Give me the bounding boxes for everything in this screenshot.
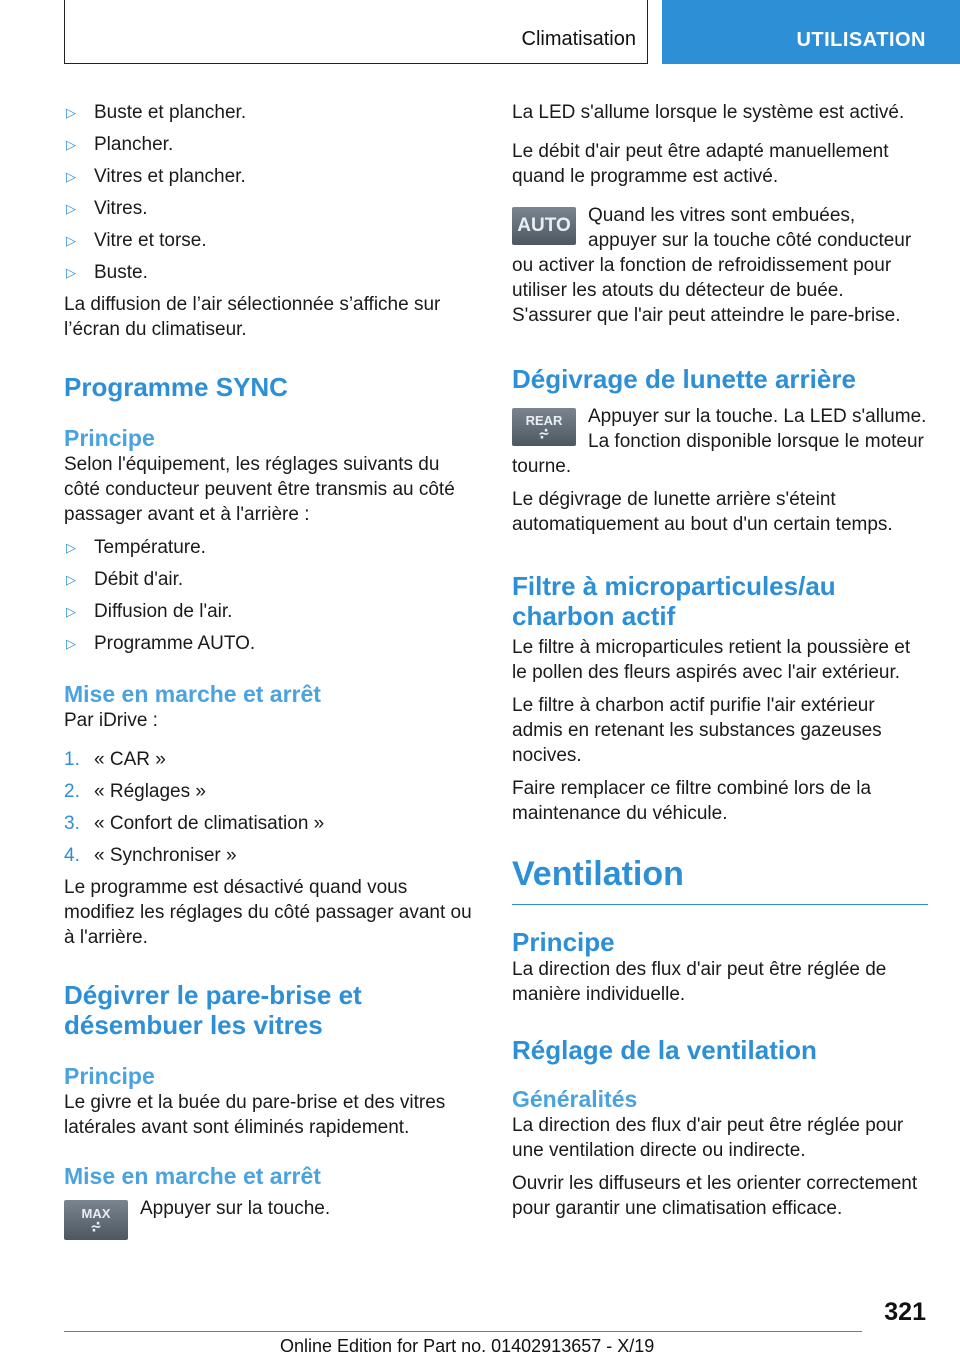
- header-chapter-label: UTILISATION: [796, 29, 926, 51]
- sync-settings-list: [64, 535, 476, 656]
- vent-principe-text: La direction des flux d'air peut être réglée de manière individuelle.: [512, 959, 887, 1005]
- rear-defrost-block: [512, 404, 928, 479]
- step-item: [64, 747, 476, 772]
- defrost-heading: Dégivrer le pare-brise et désembuer les vitres: [64, 980, 362, 1040]
- step-item: [64, 811, 476, 836]
- step-text: « Réglages »: [94, 781, 206, 802]
- sync-onoff-heading: Mise en marche et arrêt: [64, 681, 321, 707]
- bullet-triangle-icon: ▷: [66, 137, 76, 152]
- filter-text-3: Faire remplacer ce filtre combiné lors de la maintenance du véhicule.: [512, 778, 872, 824]
- list-item: [64, 228, 476, 253]
- list-item: [64, 599, 476, 624]
- bullet-triangle-icon: ▷: [66, 265, 76, 280]
- bullet-triangle-icon: ▷: [66, 636, 76, 651]
- list-item: [64, 567, 476, 592]
- filter-text-2: Le filtre à charbon actif purifie l'air extérieur admis en retenant les substances gazeuses nocives.: [512, 695, 882, 766]
- rear-defrost-note: Le dégivrage de lunette arrière s'éteint automatiquement au bout d'un certain temps.: [512, 489, 893, 535]
- list-item-text: Vitres.: [94, 198, 148, 219]
- bullet-triangle-icon: ▷: [66, 169, 76, 184]
- sync-note: Le programme est désactivé quand vous modifiez les réglages du côté passager avant ou à l'arrière.: [64, 877, 472, 948]
- list-item-text: Débit d'air.: [94, 569, 184, 590]
- bullet-triangle-icon: ▷: [66, 572, 76, 587]
- filter-text-1: Le filtre à microparticules retient la poussière et le pollen des fleurs aspirés avec l'air extérieur.: [512, 637, 911, 683]
- bullet-triangle-icon: ▷: [66, 201, 76, 216]
- header-section-title: Climatisation: [521, 28, 636, 50]
- led-text: La LED s'allume lorsque le système est activé.: [512, 102, 905, 123]
- defrost-onoff-block: [64, 1196, 476, 1244]
- step-text: « Confort de climatisation »: [94, 813, 325, 834]
- list-item: [64, 132, 476, 157]
- air-distribution-list: [64, 100, 476, 285]
- auto-button-icon: [512, 207, 576, 245]
- max-defrost-icon-label: MAX: [81, 1206, 111, 1221]
- sync-heading: Programme SYNC: [64, 372, 288, 402]
- list-item-text: Plancher.: [94, 134, 174, 155]
- bullet-triangle-icon: ▷: [66, 540, 76, 555]
- bullet-triangle-icon: ▷: [66, 604, 76, 619]
- auto-text: Quand les vitres sont embuées, appuyer sur la touche côté conducteur ou activer la fonction de refroidissement pour utiliser les atouts du détecteur de buée. S'assurer que l'air peut atteindre le pare-brise.: [512, 205, 912, 326]
- rear-defrost-icon-label: REAR: [525, 413, 563, 428]
- rear-window-heat-icon: ⩫: [538, 425, 550, 441]
- step-number: 1.: [64, 749, 80, 770]
- ventilation-heading: Ventilation: [512, 854, 928, 905]
- list-item-text: Vitre et torse.: [94, 230, 207, 251]
- vent-general-heading: Généralités: [512, 1086, 638, 1112]
- list-item: [64, 196, 476, 221]
- edition-note: Online Edition for Part no. 01402913657 - X/19: [280, 1336, 655, 1356]
- left-column: [64, 100, 476, 1244]
- windshield-heat-icon: ⩫: [90, 1218, 102, 1234]
- list-item: [64, 631, 476, 656]
- sync-principe-text: Selon l'équipement, les réglages suivants du côté conducteur peuvent être transmis au côté passager avant et à l'arrière :: [64, 454, 455, 525]
- bullet-triangle-icon: ▷: [66, 105, 76, 120]
- step-text: « CAR »: [94, 749, 166, 770]
- list-item: [64, 260, 476, 285]
- vent-general-text-2: Ouvrir les diffuseurs et les orienter correctement pour garantir une climatisation efficace.: [512, 1173, 918, 1219]
- defrost-onoff-heading: Mise en marche et arrêt: [64, 1163, 321, 1189]
- right-column: [512, 100, 928, 1229]
- sync-onoff-intro: Par iDrive :: [64, 710, 158, 731]
- rear-defrost-heading: Dégivrage de lunette arrière: [512, 364, 856, 394]
- header-chapter-tab: [662, 0, 960, 64]
- defrost-principe-heading: Principe: [64, 1063, 155, 1089]
- vent-general-text-1: La direction des flux d'air peut être réglée pour une ventilation directe ou indirecte.: [512, 1115, 904, 1161]
- diffusion-text: La diffusion de l’air sélectionnée s’affiche sur l’écran du climatiseur.: [64, 294, 441, 340]
- list-item: [64, 100, 476, 125]
- step-number: 3.: [64, 813, 80, 834]
- list-item-text: Température.: [94, 537, 206, 558]
- list-item-text: Diffusion de l'air.: [94, 601, 233, 622]
- step-item: [64, 779, 476, 804]
- max-defrost-button-icon: [64, 1200, 128, 1240]
- list-item-text: Vitres et plancher.: [94, 166, 246, 187]
- list-item-text: Programme AUTO.: [94, 633, 256, 654]
- step-text: « Synchroniser »: [94, 845, 237, 866]
- defrost-onoff-text: Appuyer sur la touche.: [140, 1198, 331, 1219]
- sync-steps-list: [64, 747, 476, 868]
- list-item-text: Buste.: [94, 262, 148, 283]
- sync-principe-heading: Principe: [64, 425, 155, 451]
- rear-defrost-button-icon: [512, 408, 576, 446]
- rear-defrost-text: Appuyer sur la touche. La LED s'allume. La fonction disponible lorsque le moteur tourne.: [512, 406, 927, 477]
- defrost-principe-text: Le givre et la buée du pare-brise et des vitres latérales avant sont éliminés rapidement.: [64, 1092, 446, 1138]
- list-item: [64, 535, 476, 560]
- step-number: 4.: [64, 845, 80, 866]
- vent-setting-heading: Réglage de la ventilation: [512, 1035, 817, 1065]
- debit-text: Le débit d'air peut être adapté manuellement quand le programme est activé.: [512, 141, 889, 187]
- page-number: 321: [884, 1298, 926, 1326]
- step-number: 2.: [64, 781, 80, 802]
- footer-rule: [64, 1331, 862, 1332]
- bullet-triangle-icon: ▷: [66, 233, 76, 248]
- step-item: [64, 843, 476, 868]
- auto-block: [512, 203, 928, 328]
- auto-icon-label: AUTO: [517, 215, 571, 236]
- filter-heading: Filtre à microparticules/au charbon actif: [512, 571, 836, 631]
- list-item: [64, 164, 476, 189]
- list-item-text: Buste et plancher.: [94, 102, 247, 123]
- vent-principe-heading: Principe: [512, 927, 615, 957]
